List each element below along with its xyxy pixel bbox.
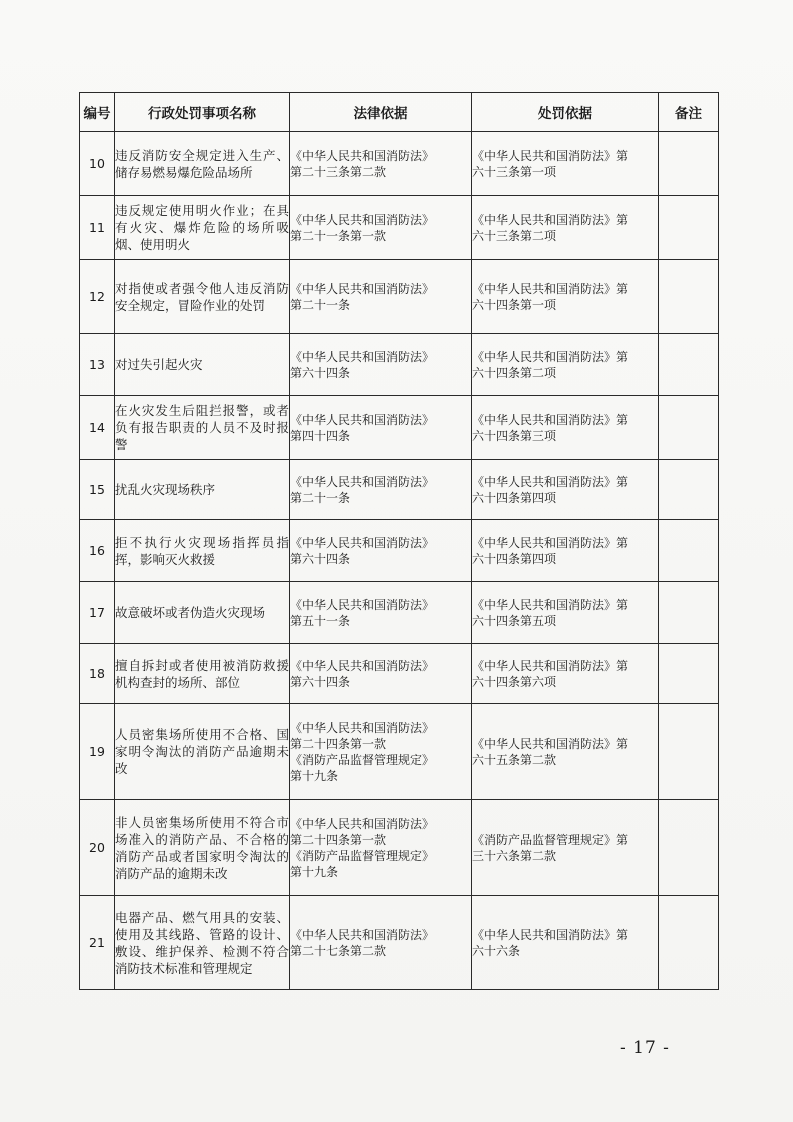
row-item-name: 人员密集场所使用不合格、国家明令淘汰的消防产品逾期未改 bbox=[115, 704, 290, 800]
legal-basis-line: 第六十四条 bbox=[290, 365, 351, 380]
row-penalty-basis bbox=[472, 896, 659, 990]
header-note: 备注 bbox=[659, 93, 719, 132]
legal-basis-line: 第二十一条第一款 bbox=[290, 228, 387, 243]
legal-basis-line: 第二十三条第二款 bbox=[290, 164, 387, 179]
legal-basis-line: 第十九条 bbox=[290, 768, 339, 783]
row-item-name: 拒不执行火灾现场指挥员指挥，影响灭火救援 bbox=[115, 520, 290, 582]
penalty-basis-line: 三十六条第二款 bbox=[472, 848, 557, 863]
row-penalty-basis bbox=[472, 644, 659, 704]
row-legal-basis bbox=[290, 260, 472, 334]
row-penalty-basis bbox=[472, 582, 659, 644]
table-row bbox=[80, 132, 719, 196]
legal-basis-line: 《中华人民共和国消防法》 bbox=[290, 535, 435, 550]
legal-basis-line: 第五十一条 bbox=[290, 613, 351, 628]
row-number: 12 bbox=[80, 260, 115, 334]
penalty-basis-line: 《中华人民共和国消防法》第 bbox=[472, 736, 629, 751]
penalty-basis-line: 《中华人民共和国消防法》第 bbox=[472, 212, 629, 227]
table-row bbox=[80, 582, 719, 644]
table-body bbox=[80, 132, 719, 990]
penalty-basis-line: 六十四条第四项 bbox=[472, 490, 557, 505]
row-note bbox=[659, 196, 719, 260]
table-row bbox=[80, 460, 719, 520]
row-number: 16 bbox=[80, 520, 115, 582]
row-legal-basis bbox=[290, 704, 472, 800]
legal-basis-line: 第二十四条第一款 bbox=[290, 736, 387, 751]
penalty-basis-line: 六十四条第五项 bbox=[472, 613, 557, 628]
header-item: 行政处罚事项名称 bbox=[115, 93, 290, 132]
row-number: 19 bbox=[80, 704, 115, 800]
header-law: 法律依据 bbox=[290, 93, 472, 132]
penalty-basis-line: 《中华人民共和国消防法》第 bbox=[472, 412, 629, 427]
penalty-basis-line: 六十五条第二款 bbox=[472, 752, 557, 767]
row-legal-basis bbox=[290, 460, 472, 520]
row-penalty-basis bbox=[472, 132, 659, 196]
row-note bbox=[659, 460, 719, 520]
row-item-name: 擅自拆封或者使用被消防救援机构查封的场所、部位 bbox=[115, 644, 290, 704]
row-item-name: 对过失引起火灾 bbox=[115, 334, 290, 396]
row-item-name: 违反规定使用明火作业；在具有火灾、爆炸危险的场所吸烟、使用明火 bbox=[115, 196, 290, 260]
table-row bbox=[80, 644, 719, 704]
penalty-basis-line: 《消防产品监督管理规定》第 bbox=[472, 832, 629, 847]
table-row bbox=[80, 196, 719, 260]
row-legal-basis bbox=[290, 520, 472, 582]
row-legal-basis bbox=[290, 396, 472, 460]
penalty-basis-line: 《中华人民共和国消防法》第 bbox=[472, 927, 629, 942]
penalty-basis-line: 六十三条第一项 bbox=[472, 164, 557, 179]
legal-basis-line: 《消防产品监督管理规定》 bbox=[290, 848, 435, 863]
row-penalty-basis bbox=[472, 196, 659, 260]
legal-basis-line: 第二十一条 bbox=[290, 490, 351, 505]
penalty-basis-line: 《中华人民共和国消防法》第 bbox=[472, 281, 629, 296]
row-note bbox=[659, 896, 719, 990]
row-number: 14 bbox=[80, 396, 115, 460]
legal-basis-line: 《中华人民共和国消防法》 bbox=[290, 597, 435, 612]
row-penalty-basis bbox=[472, 704, 659, 800]
row-penalty-basis bbox=[472, 334, 659, 396]
row-note bbox=[659, 582, 719, 644]
row-item-name: 对指使或者强令他人违反消防安全规定，冒险作业的处罚 bbox=[115, 260, 290, 334]
row-note bbox=[659, 800, 719, 896]
legal-basis-line: 第二十七条第二款 bbox=[290, 943, 387, 958]
penalty-basis-line: 六十四条第二项 bbox=[472, 365, 557, 380]
row-number: 13 bbox=[80, 334, 115, 396]
table-row bbox=[80, 896, 719, 990]
row-legal-basis bbox=[290, 132, 472, 196]
page-number: - 17 - bbox=[620, 1038, 670, 1058]
penalty-basis-line: 《中华人民共和国消防法》第 bbox=[472, 535, 629, 550]
penalty-table bbox=[79, 92, 719, 990]
table-row bbox=[80, 260, 719, 334]
row-legal-basis bbox=[290, 196, 472, 260]
table-row bbox=[80, 334, 719, 396]
legal-basis-line: 《中华人民共和国消防法》 bbox=[290, 816, 435, 831]
legal-basis-line: 《中华人民共和国消防法》 bbox=[290, 474, 435, 489]
legal-basis-line: 《消防产品监督管理规定》 bbox=[290, 752, 435, 767]
row-legal-basis bbox=[290, 582, 472, 644]
row-penalty-basis bbox=[472, 396, 659, 460]
legal-basis-line: 《中华人民共和国消防法》 bbox=[290, 148, 435, 163]
row-legal-basis bbox=[290, 800, 472, 896]
row-legal-basis bbox=[290, 644, 472, 704]
table-row bbox=[80, 800, 719, 896]
legal-basis-line: 第六十四条 bbox=[290, 551, 351, 566]
legal-basis-line: 《中华人民共和国消防法》 bbox=[290, 927, 435, 942]
legal-basis-line: 第十九条 bbox=[290, 864, 339, 879]
row-number: 17 bbox=[80, 582, 115, 644]
penalty-basis-line: 《中华人民共和国消防法》第 bbox=[472, 148, 629, 163]
row-penalty-basis bbox=[472, 520, 659, 582]
penalty-basis-line: 《中华人民共和国消防法》第 bbox=[472, 349, 629, 364]
legal-basis-line: 第六十四条 bbox=[290, 674, 351, 689]
legal-basis-line: 第四十四条 bbox=[290, 428, 351, 443]
legal-basis-line: 《中华人民共和国消防法》 bbox=[290, 281, 435, 296]
row-item-name: 在火灾发生后阻拦报警，或者负有报告职责的人员不及时报警 bbox=[115, 396, 290, 460]
row-item-name: 故意破坏或者伪造火灾现场 bbox=[115, 582, 290, 644]
row-note bbox=[659, 132, 719, 196]
row-note bbox=[659, 704, 719, 800]
row-penalty-basis bbox=[472, 800, 659, 896]
row-item-name: 非人员密集场所使用不符合市场准入的消防产品、不合格的消防产品或者国家明令淘汰的消防产品的逾期未改 bbox=[115, 800, 290, 896]
row-legal-basis bbox=[290, 896, 472, 990]
legal-basis-line: 《中华人民共和国消防法》 bbox=[290, 720, 435, 735]
header-basis: 处罚依据 bbox=[472, 93, 659, 132]
row-penalty-basis bbox=[472, 460, 659, 520]
penalty-basis-line: 六十四条第三项 bbox=[472, 428, 557, 443]
row-number: 20 bbox=[80, 800, 115, 896]
penalty-basis-line: 六十三条第二项 bbox=[472, 228, 557, 243]
row-number: 18 bbox=[80, 644, 115, 704]
penalty-basis-line: 六十四条第四项 bbox=[472, 551, 557, 566]
legal-basis-line: 第二十四条第一款 bbox=[290, 832, 387, 847]
row-legal-basis bbox=[290, 334, 472, 396]
row-number: 10 bbox=[80, 132, 115, 196]
penalty-basis-line: 六十六条 bbox=[472, 943, 521, 958]
row-note bbox=[659, 644, 719, 704]
row-number: 15 bbox=[80, 460, 115, 520]
penalty-basis-line: 《中华人民共和国消防法》第 bbox=[472, 658, 629, 673]
row-penalty-basis bbox=[472, 260, 659, 334]
row-note bbox=[659, 334, 719, 396]
table-row bbox=[80, 704, 719, 800]
row-note bbox=[659, 260, 719, 334]
table-header-row bbox=[80, 93, 719, 132]
header-number: 编号 bbox=[80, 93, 115, 132]
table-row bbox=[80, 396, 719, 460]
penalty-basis-line: 《中华人民共和国消防法》第 bbox=[472, 474, 629, 489]
legal-basis-line: 第二十一条 bbox=[290, 297, 351, 312]
row-number: 21 bbox=[80, 896, 115, 990]
row-note bbox=[659, 520, 719, 582]
penalty-basis-line: 六十四条第六项 bbox=[472, 674, 557, 689]
legal-basis-line: 《中华人民共和国消防法》 bbox=[290, 412, 435, 427]
row-number: 11 bbox=[80, 196, 115, 260]
row-note bbox=[659, 396, 719, 460]
penalty-basis-line: 《中华人民共和国消防法》第 bbox=[472, 597, 629, 612]
legal-basis-line: 《中华人民共和国消防法》 bbox=[290, 349, 435, 364]
penalty-basis-line: 六十四条第一项 bbox=[472, 297, 557, 312]
row-item-name: 扰乱火灾现场秩序 bbox=[115, 460, 290, 520]
row-item-name: 电器产品、燃气用具的安装、使用及其线路、管路的设计、敷设、维护保养、检测不符合消防技术标准和管理规定 bbox=[115, 896, 290, 990]
table-row bbox=[80, 520, 719, 582]
legal-basis-line: 《中华人民共和国消防法》 bbox=[290, 212, 435, 227]
legal-basis-line: 《中华人民共和国消防法》 bbox=[290, 658, 435, 673]
row-item-name: 违反消防安全规定进入生产、储存易燃易爆危险品场所 bbox=[115, 132, 290, 196]
